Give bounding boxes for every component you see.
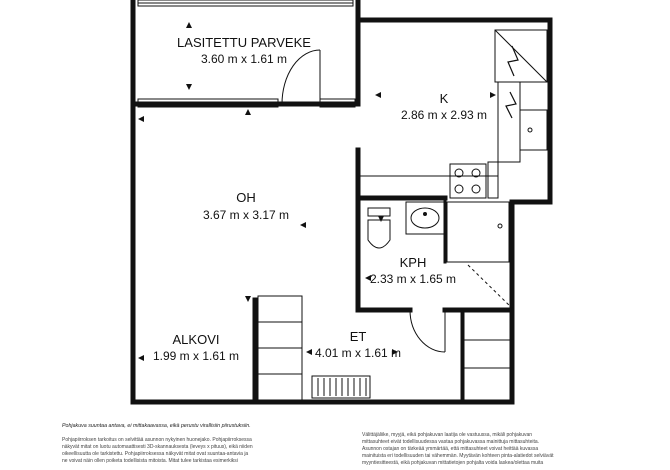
room-dims-hall: 4.01 m x 1.61 m — [314, 346, 402, 360]
room-name-hall: ET — [349, 329, 367, 344]
disclaimer-right-line: myyntiesitteestä, eikä pohjakuvan mittatietojen pohjalta voida laskea/olettaa muita — [362, 460, 544, 466]
disclaimer-right-line: mainituista eri todellisuuden tai vähemmän. Myytävän kohteen pinta-alatiedot selviävät — [362, 453, 554, 459]
room-name-bathroom: KPH — [399, 255, 427, 270]
room-dims-balcony: 3.60 m x 1.61 m — [200, 52, 288, 66]
dimension-markers — [138, 22, 496, 361]
disclaimer-left-line: ne voivat näin ollen poiketa todellisista mitoista. Mitat tulee tarkistaa esimerkiksi — [62, 458, 238, 464]
toilet-icon — [368, 220, 390, 248]
disclaimer-right-line: mittasuhteet eivät todellisuudessa vastaa pohjakuvassa mainittuja mittasuhteita. — [362, 439, 540, 445]
disclaimer-left-line: näkyvät mitat on luotu automaattisesti 3D-skannauksesta (leveys x pituus), eikä niiden — [62, 444, 253, 450]
room-name-kitchen: K — [439, 91, 449, 106]
room-dims-alcove: 1.99 m x 1.61 m — [152, 349, 240, 363]
disclaimer-left — [62, 437, 342, 465]
disclaimer-right-line: Asunnon ostajan on tärkeää ymmärtää, että mittasuhteet voivat heittää kuvassa — [362, 446, 539, 452]
disclaimer-left-line: Pohjapiirroksen tarkoitus on selvittää asunnon nykyinen huonejako. Pohjapiirroksessa — [62, 437, 252, 443]
sink-icon — [406, 202, 444, 234]
disclaimer-left-line: oikeellisuutta ole tarkistettu. Pohjapiirroksessa näkyvät mitat ovat suuntaa-antavia ja — [62, 451, 249, 457]
stove-icon — [450, 164, 486, 198]
room-name-living: OH — [236, 190, 256, 205]
disclaimer-right — [362, 432, 662, 467]
balcony-door[interactable] — [282, 50, 320, 104]
shower-icon — [447, 202, 509, 262]
room-dims-living: 3.67 m x 3.17 m — [202, 208, 290, 222]
room-name-balcony: LASITETTU PARVEKE — [177, 35, 311, 50]
toilet-tank-icon — [368, 208, 390, 216]
entrance-mat — [312, 376, 370, 398]
disclaimer-right-line: Välittäjäliike, myyjä, eikä pohjakuvan laatija ole vastuussa, mikäli pohjakuvan — [362, 432, 533, 438]
disclaimer-title: Pohjakuva suuntaa antava, ei mittakaavassa, eikä perustu virallisiin piirustuksiin. — [62, 423, 251, 429]
room-name-alcove: ALKOVI — [172, 332, 220, 347]
room-dims-kitchen: 2.86 m x 2.93 m — [400, 108, 488, 122]
room-dims-bathroom: 2.33 m x 1.65 m — [369, 272, 457, 286]
bathroom-fixtures — [368, 202, 512, 308]
bathroom-door[interactable] — [410, 310, 445, 352]
